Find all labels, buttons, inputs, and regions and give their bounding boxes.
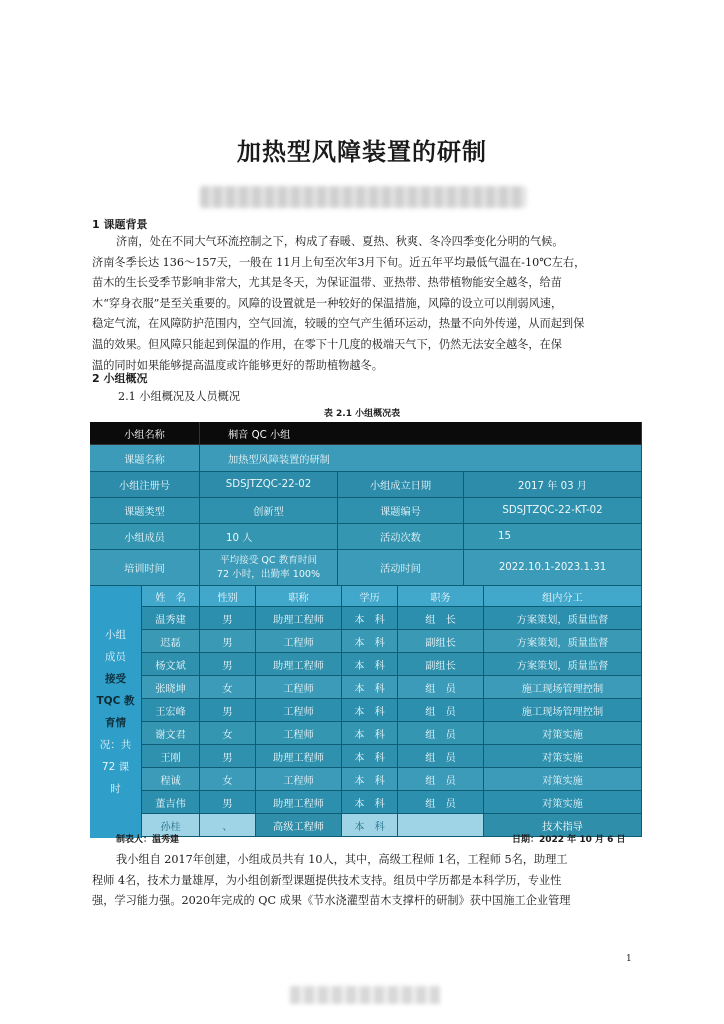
reg-label: 小组注册号 <box>90 472 200 498</box>
table-row <box>142 722 642 745</box>
topic-value: 加热型风障装置的研制 <box>200 445 642 472</box>
side-line: 况：共 <box>99 739 132 751</box>
member-cell: 本 科 <box>342 768 398 791</box>
header-cell: 姓 名 <box>142 586 200 607</box>
member-cell: 组 员 <box>398 768 484 791</box>
table-row <box>142 630 642 653</box>
member-cell: 工程师 <box>256 676 342 699</box>
member-cell: 本 科 <box>342 653 398 676</box>
table-row <box>90 445 642 472</box>
side-line: 72 课 <box>101 761 130 773</box>
paragraph-line: 木“穿身衣服”是至关重要的。风障的设置就是一种较好的保温措施，风障的设立可以削弱风速， <box>92 296 563 310</box>
member-cell: 工程师 <box>256 768 342 791</box>
member-cell: 谢文君 <box>142 722 200 745</box>
side-line: 育情 <box>105 717 126 729</box>
member-cell: 孙桂 <box>142 814 200 837</box>
table-row <box>90 422 642 445</box>
side-line: 时 <box>110 783 121 795</box>
member-cell <box>398 814 484 837</box>
member-side-label <box>90 586 142 838</box>
table-row <box>142 676 642 699</box>
member-cell: 施工现场管理控制 <box>484 676 642 699</box>
member-cell: 女 <box>200 768 256 791</box>
training-line: 72 小时，出勤率 100% <box>216 568 321 580</box>
page-number: 1 <box>626 954 632 964</box>
training-label: 培训时间 <box>90 550 200 586</box>
background-paragraph <box>92 232 636 376</box>
member-cell: 助理工程师 <box>256 607 342 630</box>
type-value: 创新型 <box>200 498 338 524</box>
closing-paragraph <box>92 850 636 912</box>
paragraph-line: 济南冬季长达 136～157天，一般在 11月上旬至次年3月下旬。近五年平均最低气温在-10℃左右， <box>92 255 586 269</box>
topic-no-value: SDSJTZQC-22-KT-02 <box>464 498 642 524</box>
paragraph-line: 苗木的生长受季节影响非常大，尤其是冬天，为保证温带、亚热带、热带植物能安全越冬，给苗 <box>92 276 562 290</box>
member-cell: 程诚 <box>142 768 200 791</box>
side-line: TQC 教 <box>96 695 135 707</box>
member-cell: 男 <box>200 653 256 676</box>
reg-value: SDSJTZQC-22-02 <box>200 472 338 498</box>
member-cell: 张晓坤 <box>142 676 200 699</box>
paragraph-line: 我小组自 2017年创建，小组成员共有 10人，其中，高级工程师 1名，工程师 5名，助理工 <box>116 853 568 866</box>
header-cell: 职称 <box>256 586 342 607</box>
member-cell: 杨文斌 <box>142 653 200 676</box>
header-cell: 组内分工 <box>484 586 642 607</box>
member-cell: 迟磊 <box>142 630 200 653</box>
section-heading-group: 2 小组概况 <box>92 372 148 385</box>
member-cell: 、 <box>200 814 256 837</box>
paragraph-line: 稳定气流，在风障防护范围内，空气回流，较暖的空气产生循环运动，热量不向外传递，从而起到保 <box>92 317 585 331</box>
member-cell: 女 <box>200 722 256 745</box>
member-cell: 王宏峰 <box>142 699 200 722</box>
group-name-value: 桐音 QC 小组 <box>200 422 642 445</box>
member-cell: 男 <box>200 745 256 768</box>
blurred-subtitle <box>200 186 526 208</box>
table-row <box>90 550 642 586</box>
member-cell: 本 科 <box>342 791 398 814</box>
member-cell: 本 科 <box>342 699 398 722</box>
topic-label: 课题名称 <box>90 445 200 472</box>
paragraph-line: 济南，处在不同大气环流控制之下，构成了春暖、夏热、秋爽、冬冷四季变化分明的气候。 <box>116 235 564 248</box>
member-cell: 工程师 <box>256 722 342 745</box>
group-name-label: 小组名称 <box>90 422 200 445</box>
table-date: 日期：2022 年 10 月 6 日 <box>512 835 626 845</box>
member-cell: 助理工程师 <box>256 791 342 814</box>
member-header-row <box>142 586 642 607</box>
period-label: 活动时间 <box>338 550 464 586</box>
member-cell: 技术指导 <box>484 814 642 837</box>
activities-value: 15 <box>464 524 642 550</box>
member-cell: 男 <box>200 791 256 814</box>
member-cell: 方案策划，质量监督 <box>484 653 642 676</box>
member-cell: 对策实施 <box>484 791 642 814</box>
table-row <box>142 607 642 630</box>
header-cell: 学历 <box>342 586 398 607</box>
member-cell: 对策实施 <box>484 745 642 768</box>
member-cell: 副组长 <box>398 630 484 653</box>
bleed-through-text <box>290 986 440 1004</box>
period-value: 2022.10.1-2023.1.31 <box>464 550 642 586</box>
member-cell: 工程师 <box>256 630 342 653</box>
member-cell: 男 <box>200 630 256 653</box>
training-line: 平均接受 QC 教育时间 <box>219 554 318 566</box>
paragraph-line: 温的同时如果能够提高温度或许能够更好的帮助植物越冬。 <box>92 358 383 372</box>
member-cell: 方案策划，质量监督 <box>484 630 642 653</box>
topic-no-label: 课题编号 <box>338 498 464 524</box>
member-cell: 本 科 <box>342 607 398 630</box>
activities-label: 活动次数 <box>338 524 464 550</box>
header-cell: 职务 <box>398 586 484 607</box>
member-cell: 本 科 <box>342 630 398 653</box>
member-cell: 组 长 <box>398 607 484 630</box>
member-cell: 助理工程师 <box>256 653 342 676</box>
member-cell: 男 <box>200 607 256 630</box>
section-heading-background: 1 课题背景 <box>92 218 148 231</box>
side-line: 接受 <box>105 673 126 685</box>
subsection-heading: 2.1 小组概况及人员概况 <box>118 390 241 403</box>
header-cell: 性别 <box>200 586 256 607</box>
member-cell: 助理工程师 <box>256 745 342 768</box>
table-row <box>90 472 642 498</box>
table-row <box>142 653 642 676</box>
table-maker: 制表人：温秀建 <box>116 835 180 845</box>
member-cell: 高级工程师 <box>256 814 342 837</box>
member-cell: 组 员 <box>398 699 484 722</box>
paragraph-line: 温的效果。但风障只能起到保温的作用，在零下十几度的极端天气下，仍然无法安全越冬，在保 <box>92 337 562 351</box>
table-caption: 表 2.1 小组概况表 <box>323 409 401 419</box>
member-cell: 董吉伟 <box>142 791 200 814</box>
table-row <box>142 699 642 722</box>
member-cell: 组 员 <box>398 676 484 699</box>
founded-value: 2017 年 03 月 <box>464 472 642 498</box>
member-cell: 组 员 <box>398 722 484 745</box>
paragraph-line: 程师 4名，技术力量雄厚，为小组创新型课题提供技术支持。组员中学历都是本科学历，专业性 <box>92 873 562 887</box>
member-cell: 施工现场管理控制 <box>484 699 642 722</box>
member-cell: 方案策划，质量监督 <box>484 607 642 630</box>
member-cell: 本 科 <box>342 676 398 699</box>
table-row <box>142 791 642 814</box>
training-value <box>200 550 338 586</box>
members-value: 10 人 <box>200 524 338 550</box>
member-cell: 本 科 <box>342 814 398 837</box>
member-cell: 男 <box>200 699 256 722</box>
paragraph-line: 强，学习能力强。2020年完成的 QC 成果《节水浇灌型苗木支撑杆的研制》获中国施工企业管理 <box>92 894 571 908</box>
member-cell: 对策实施 <box>484 768 642 791</box>
member-cell: 温秀建 <box>142 607 200 630</box>
member-cell: 组 员 <box>398 745 484 768</box>
members-label: 小组成员 <box>90 524 200 550</box>
table-row <box>142 768 642 791</box>
founded-label: 小组成立日期 <box>338 472 464 498</box>
member-cell: 王刚 <box>142 745 200 768</box>
table-row <box>142 745 642 768</box>
member-cell: 本 科 <box>342 745 398 768</box>
type-label: 课题类型 <box>90 498 200 524</box>
member-cell: 本 科 <box>342 722 398 745</box>
member-cell: 副组长 <box>398 653 484 676</box>
side-line: 成员 <box>105 651 126 663</box>
side-line: 小组 <box>105 629 126 641</box>
table-row <box>90 524 642 550</box>
page-title: 加热型风障装置的研制 <box>237 138 487 166</box>
member-cell: 对策实施 <box>484 722 642 745</box>
member-cell: 女 <box>200 676 256 699</box>
table-row <box>90 498 642 524</box>
member-cell: 组 员 <box>398 791 484 814</box>
member-cell: 工程师 <box>256 699 342 722</box>
